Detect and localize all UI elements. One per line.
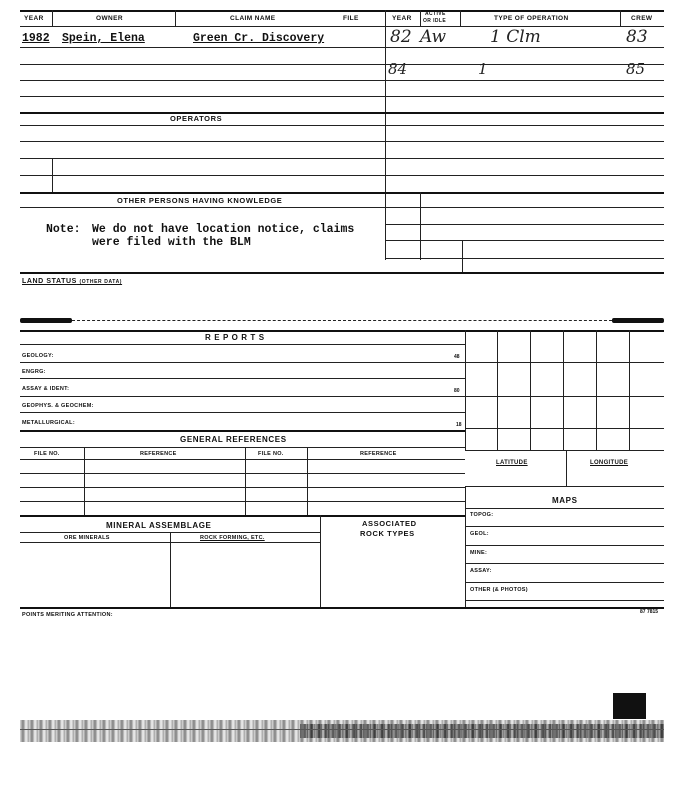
associated-line1: ASSOCIATED [362,519,417,528]
note-line-1: We do not have location notice, claims [92,223,355,236]
entry-year: 1982 [22,32,50,45]
hand-row2-operation: 1 [478,60,488,78]
entry-claim-name: Green Cr. Discovery [193,32,325,45]
header-owner: OWNER [96,15,123,22]
reports-geology-num: 48 [454,354,460,360]
maps-title: MAPS [552,496,578,505]
reports-assay: ASSAY & IDENT: [22,386,70,392]
mineral-rock-forming: ROCK FORMING, ETC. [200,535,265,541]
reports-metallurgical: METALLURGICAL: [22,420,75,426]
reports-engrg: ENGRG: [22,369,46,375]
knowledge-title: OTHER PERSONS HAVING KNOWLEDGE [117,196,283,205]
land-status-label [22,278,122,285]
hand-row1-status: Aw [420,27,447,47]
note-label: Note: [46,223,81,236]
operators-title: OPERATORS [170,114,223,123]
hand-row1-crew: 83 [626,27,648,47]
header-type-of-operation: TYPE OF OPERATION [494,15,569,22]
mineral-ore: ORE MINERALS [64,535,110,541]
reports-title: R E P O R T S [205,333,265,342]
entry-owner: Spein, Elena [62,32,145,45]
header-active-line2: OR IDLE [423,18,447,24]
header-file: FILE [343,15,359,22]
hand-row1-operation: 1 Clm [490,27,541,47]
reports-assay-num: 80 [454,388,460,394]
associated-line2: ROCK TYPES [360,529,415,538]
maps-other: OTHER (& PHOTOS) [470,587,528,593]
general-refs-title: GENERAL REFERENCES [180,435,287,444]
longitude-label: LONGITUDE [590,460,629,466]
note-line-2: were filed with the BLM [92,236,251,249]
general-refs-file-no-1: FILE NO. [34,451,60,457]
general-refs-reference-2: REFERENCE [360,451,397,457]
reports-geology: GEOLOGY: [22,353,54,359]
header-active-line1: ACTIVE [425,11,446,17]
mineral-title: MINERAL ASSEMBLAGE [106,521,212,530]
header-year-2: YEAR [392,15,412,22]
latitude-label: LATITUDE [496,460,528,466]
land-status-sub: (OTHER DATA) [79,279,123,285]
hand-row2-year: 84 [388,60,408,78]
maps-mine: MINE: [470,550,488,556]
maps-assay: ASSAY: [470,568,492,574]
reports-metallurgical-num: 18 [456,422,462,428]
general-refs-file-no-2: FILE NO. [258,451,284,457]
reports-geophys: GEOPHYS. & GEOCHEM: [22,403,94,409]
land-status-main: LAND STATUS [22,278,77,285]
header-claim-name: CLAIM NAME [230,15,276,22]
header-year: YEAR [24,15,44,22]
points-meriting-label: POINTS MERITING ATTENTION: [22,612,113,618]
hand-row2-crew: 85 [626,60,646,78]
header-crew: CREW [631,15,653,22]
form-number: 87 7815 [640,609,659,615]
black-square-mark [613,693,646,719]
maps-geol: GEOL: [470,531,489,537]
general-refs-reference-1: REFERENCE [140,451,177,457]
hand-row1-year: 82 [390,27,412,47]
maps-topog: TOPOG: [470,512,494,518]
